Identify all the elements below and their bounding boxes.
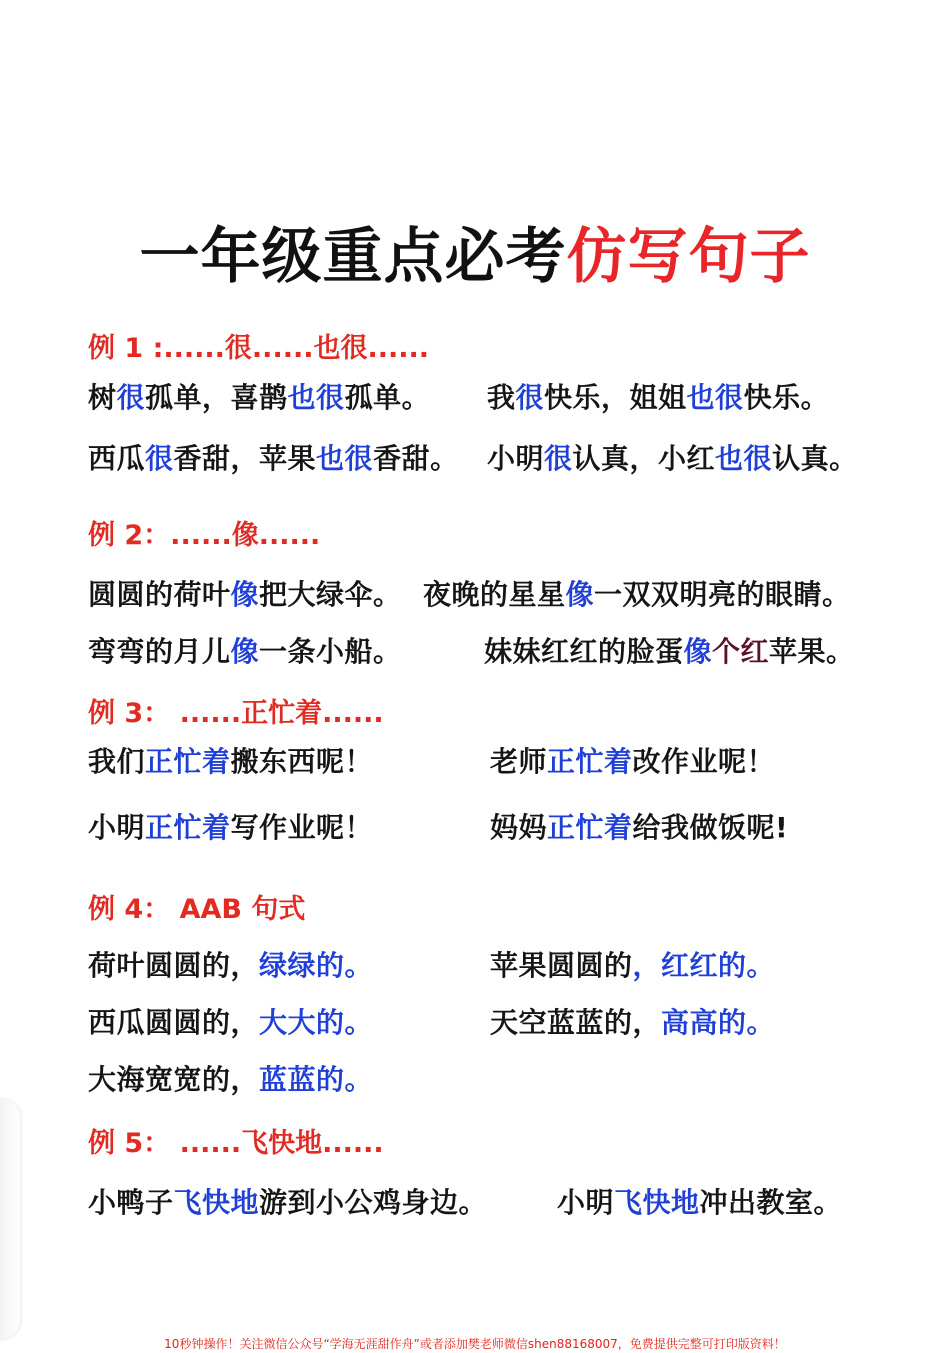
example-4-heading: 例 4： AAB 句式	[88, 894, 306, 925]
example-2-sentence-2: 夜晚的星星像一双双明亮的眼睛。	[423, 578, 851, 611]
example-2-sentence-4: 妹妹红红的脸蛋像个红苹果。	[484, 635, 855, 668]
side-scroll-handle[interactable]	[0, 1098, 20, 1340]
example-1-heading: 例 1 :......很......也很......	[88, 333, 430, 364]
example-2-heading: 例 2：......像......	[88, 520, 321, 551]
title-black-part: 一年级重点必考	[139, 222, 567, 292]
example-1-sentence-1: 树很孤单，喜鹊也很孤单。	[88, 381, 431, 414]
example-4-sentence-2: 苹果圆圆的，红红的。	[490, 949, 776, 982]
example-4-sentence-4: 天空蓝蓝的，高高的。	[490, 1006, 776, 1039]
example-3-sentence-3: 小明正忙着写作业呢！	[88, 811, 374, 844]
example-3-sentence-1: 我们正忙着搬东西呢！	[88, 745, 374, 778]
example-3-sentence-4: 妈妈正忙着给我做饭呢!	[490, 811, 789, 844]
example-4-sentence-5: 大海宽宽的，蓝蓝的。	[88, 1063, 374, 1096]
page-title	[0, 218, 950, 296]
footer-notice: 10秒钟操作！关注微信公众号“学海无涯甜作舟”或者添加樊老师微信shen88168007，免费提供完整可打印版资料！	[164, 1337, 786, 1351]
example-1-sentence-4: 小明很认真，小红也很认真。	[487, 442, 858, 475]
title-red-part: 仿写句子	[566, 222, 811, 292]
example-5-heading: 例 5： ......飞快地......	[88, 1128, 384, 1159]
example-3-heading: 例 3： ......正忙着......	[88, 698, 384, 729]
example-2-sentence-3: 弯弯的月儿像一条小船。	[88, 635, 402, 668]
example-3-sentence-2: 老师正忙着改作业呢！	[490, 745, 776, 778]
example-1-sentence-2: 我很快乐，姐姐也很快乐。	[487, 381, 830, 414]
example-5-sentence-2: 小明飞快地冲出教室。	[557, 1186, 843, 1219]
example-4-sentence-3: 西瓜圆圆的，大大的。	[88, 1006, 374, 1039]
example-4-sentence-1: 荷叶圆圆的，绿绿的。	[88, 949, 374, 982]
example-1-sentence-3: 西瓜很香甜，苹果也很香甜。	[88, 442, 459, 475]
example-5-sentence-1: 小鸭子飞快地游到小公鸡身边。	[88, 1186, 488, 1219]
example-2-sentence-1: 圆圆的荷叶像把大绿伞。	[88, 578, 402, 611]
